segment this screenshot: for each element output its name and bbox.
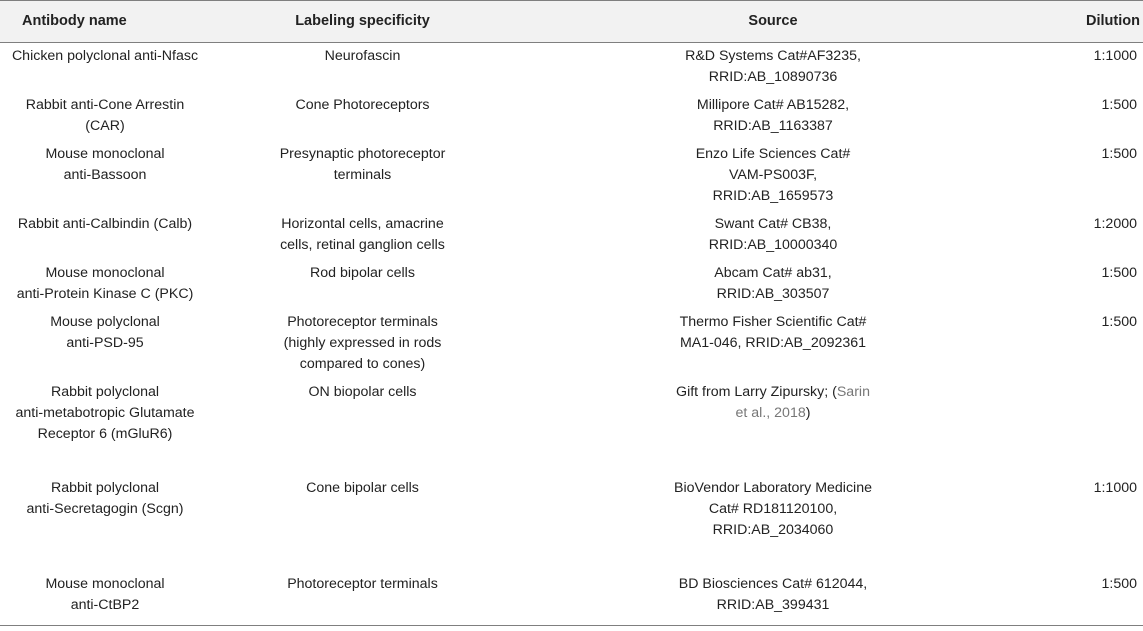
specificity-cell: Rod bipolar cells bbox=[310, 265, 415, 281]
source-cell: Swant Cat# CB38, RRID:AB_10000340 bbox=[708, 216, 838, 253]
specificity-cell: Cone bipolar cells bbox=[306, 480, 419, 496]
specificity-cell: Photoreceptor terminals (highly expressed in rods compared to cones) bbox=[283, 314, 442, 372]
dilution-cell: 1:1000 bbox=[1093, 480, 1137, 496]
antibody-name-cell: Mouse monoclonal anti-CtBP2 bbox=[0, 571, 210, 625]
antibody-name-cell: Rabbit anti-Calbindin (Calb) bbox=[17, 216, 193, 232]
source-cell: Enzo Life Sciences Cat# VAM-PS003F, RRID:AB_1659573 bbox=[695, 146, 851, 204]
antibody-name-cell: Mouse monoclonal anti-Bassoon bbox=[45, 146, 165, 183]
table-row bbox=[0, 309, 1143, 379]
table-row bbox=[0, 379, 1143, 475]
table-row bbox=[0, 260, 1143, 309]
specificity-cell: Photoreceptor terminals bbox=[210, 571, 515, 625]
dilution-cell: 1:500 bbox=[1101, 146, 1137, 162]
source-cell: BioVendor Laboratory Medicine Cat# RD181120100, RRID:AB_2034060 bbox=[674, 480, 872, 538]
source-cell: Thermo Fisher Scientific Cat# MA1-046, RRID:AB_2092361 bbox=[679, 314, 867, 351]
specificity-cell: Horizontal cells, amacrine cells, retinal ganglion cells bbox=[280, 216, 445, 253]
antibody-name-cell: Mouse polyclonal anti-PSD-95 bbox=[50, 314, 160, 351]
source-text: Gift from Larry Zipursky; ( bbox=[676, 384, 837, 400]
citation-link[interactable]: Sarin et al., 2018 bbox=[735, 384, 870, 421]
specificity-cell: Cone Photoreceptors bbox=[295, 97, 430, 113]
table-row bbox=[0, 475, 1143, 571]
source-cell: Abcam Cat# ab31, RRID:AB_303507 bbox=[714, 265, 832, 302]
antibody-name-cell: Rabbit anti-Cone Arrestin (CAR) bbox=[25, 97, 185, 134]
header-source: Source bbox=[515, 1, 1031, 43]
table-row bbox=[0, 43, 1143, 93]
specificity-cell: ON biopolar cells bbox=[308, 384, 417, 400]
dilution-cell: 1:500 bbox=[1101, 314, 1137, 330]
dilution-cell: 1:2000 bbox=[1093, 216, 1137, 232]
source-cell: R&D Systems Cat#AF3235, RRID:AB_10890736 bbox=[685, 48, 861, 85]
source-cell bbox=[515, 379, 1031, 475]
source-text-tail: ) bbox=[805, 405, 811, 421]
dilution-cell: 1:500 bbox=[1101, 97, 1137, 113]
source-cell: Millipore Cat# AB15282, RRID:AB_1163387 bbox=[696, 97, 850, 134]
dilution-cell: 1:500 bbox=[1101, 265, 1137, 281]
table-row bbox=[0, 571, 1143, 625]
table-row bbox=[0, 92, 1143, 141]
antibody-name-cell: Chicken polyclonal anti-Nfasc bbox=[11, 48, 199, 64]
source-cell: BD Biosciences Cat# 612044, RRID:AB_399431 bbox=[515, 571, 1031, 625]
antibody-name-cell: Rabbit polyclonal anti-Secretagogin (Scgn) bbox=[26, 480, 184, 517]
antibody-name-cell: Mouse monoclonal anti-Protein Kinase C (PKC) bbox=[16, 265, 194, 302]
header-dilution: Dilution bbox=[1031, 1, 1143, 43]
antibody-name-cell: Rabbit polyclonal anti-metabotropic Glutamate Receptor 6 (mGluR6) bbox=[15, 384, 195, 442]
table-header-row bbox=[0, 1, 1143, 43]
table-row bbox=[0, 211, 1143, 260]
specificity-cell: Presynaptic photoreceptor terminals bbox=[279, 146, 446, 183]
dilution-cell bbox=[1031, 379, 1143, 475]
header-labeling-specificity: Labeling specificity bbox=[210, 1, 515, 43]
table-row bbox=[0, 141, 1143, 211]
dilution-cell: 1:1000 bbox=[1093, 48, 1137, 64]
header-antibody-name: Antibody name bbox=[0, 1, 210, 43]
dilution-cell: 1:500 bbox=[1031, 571, 1143, 625]
specificity-cell: Neurofascin bbox=[324, 48, 401, 64]
